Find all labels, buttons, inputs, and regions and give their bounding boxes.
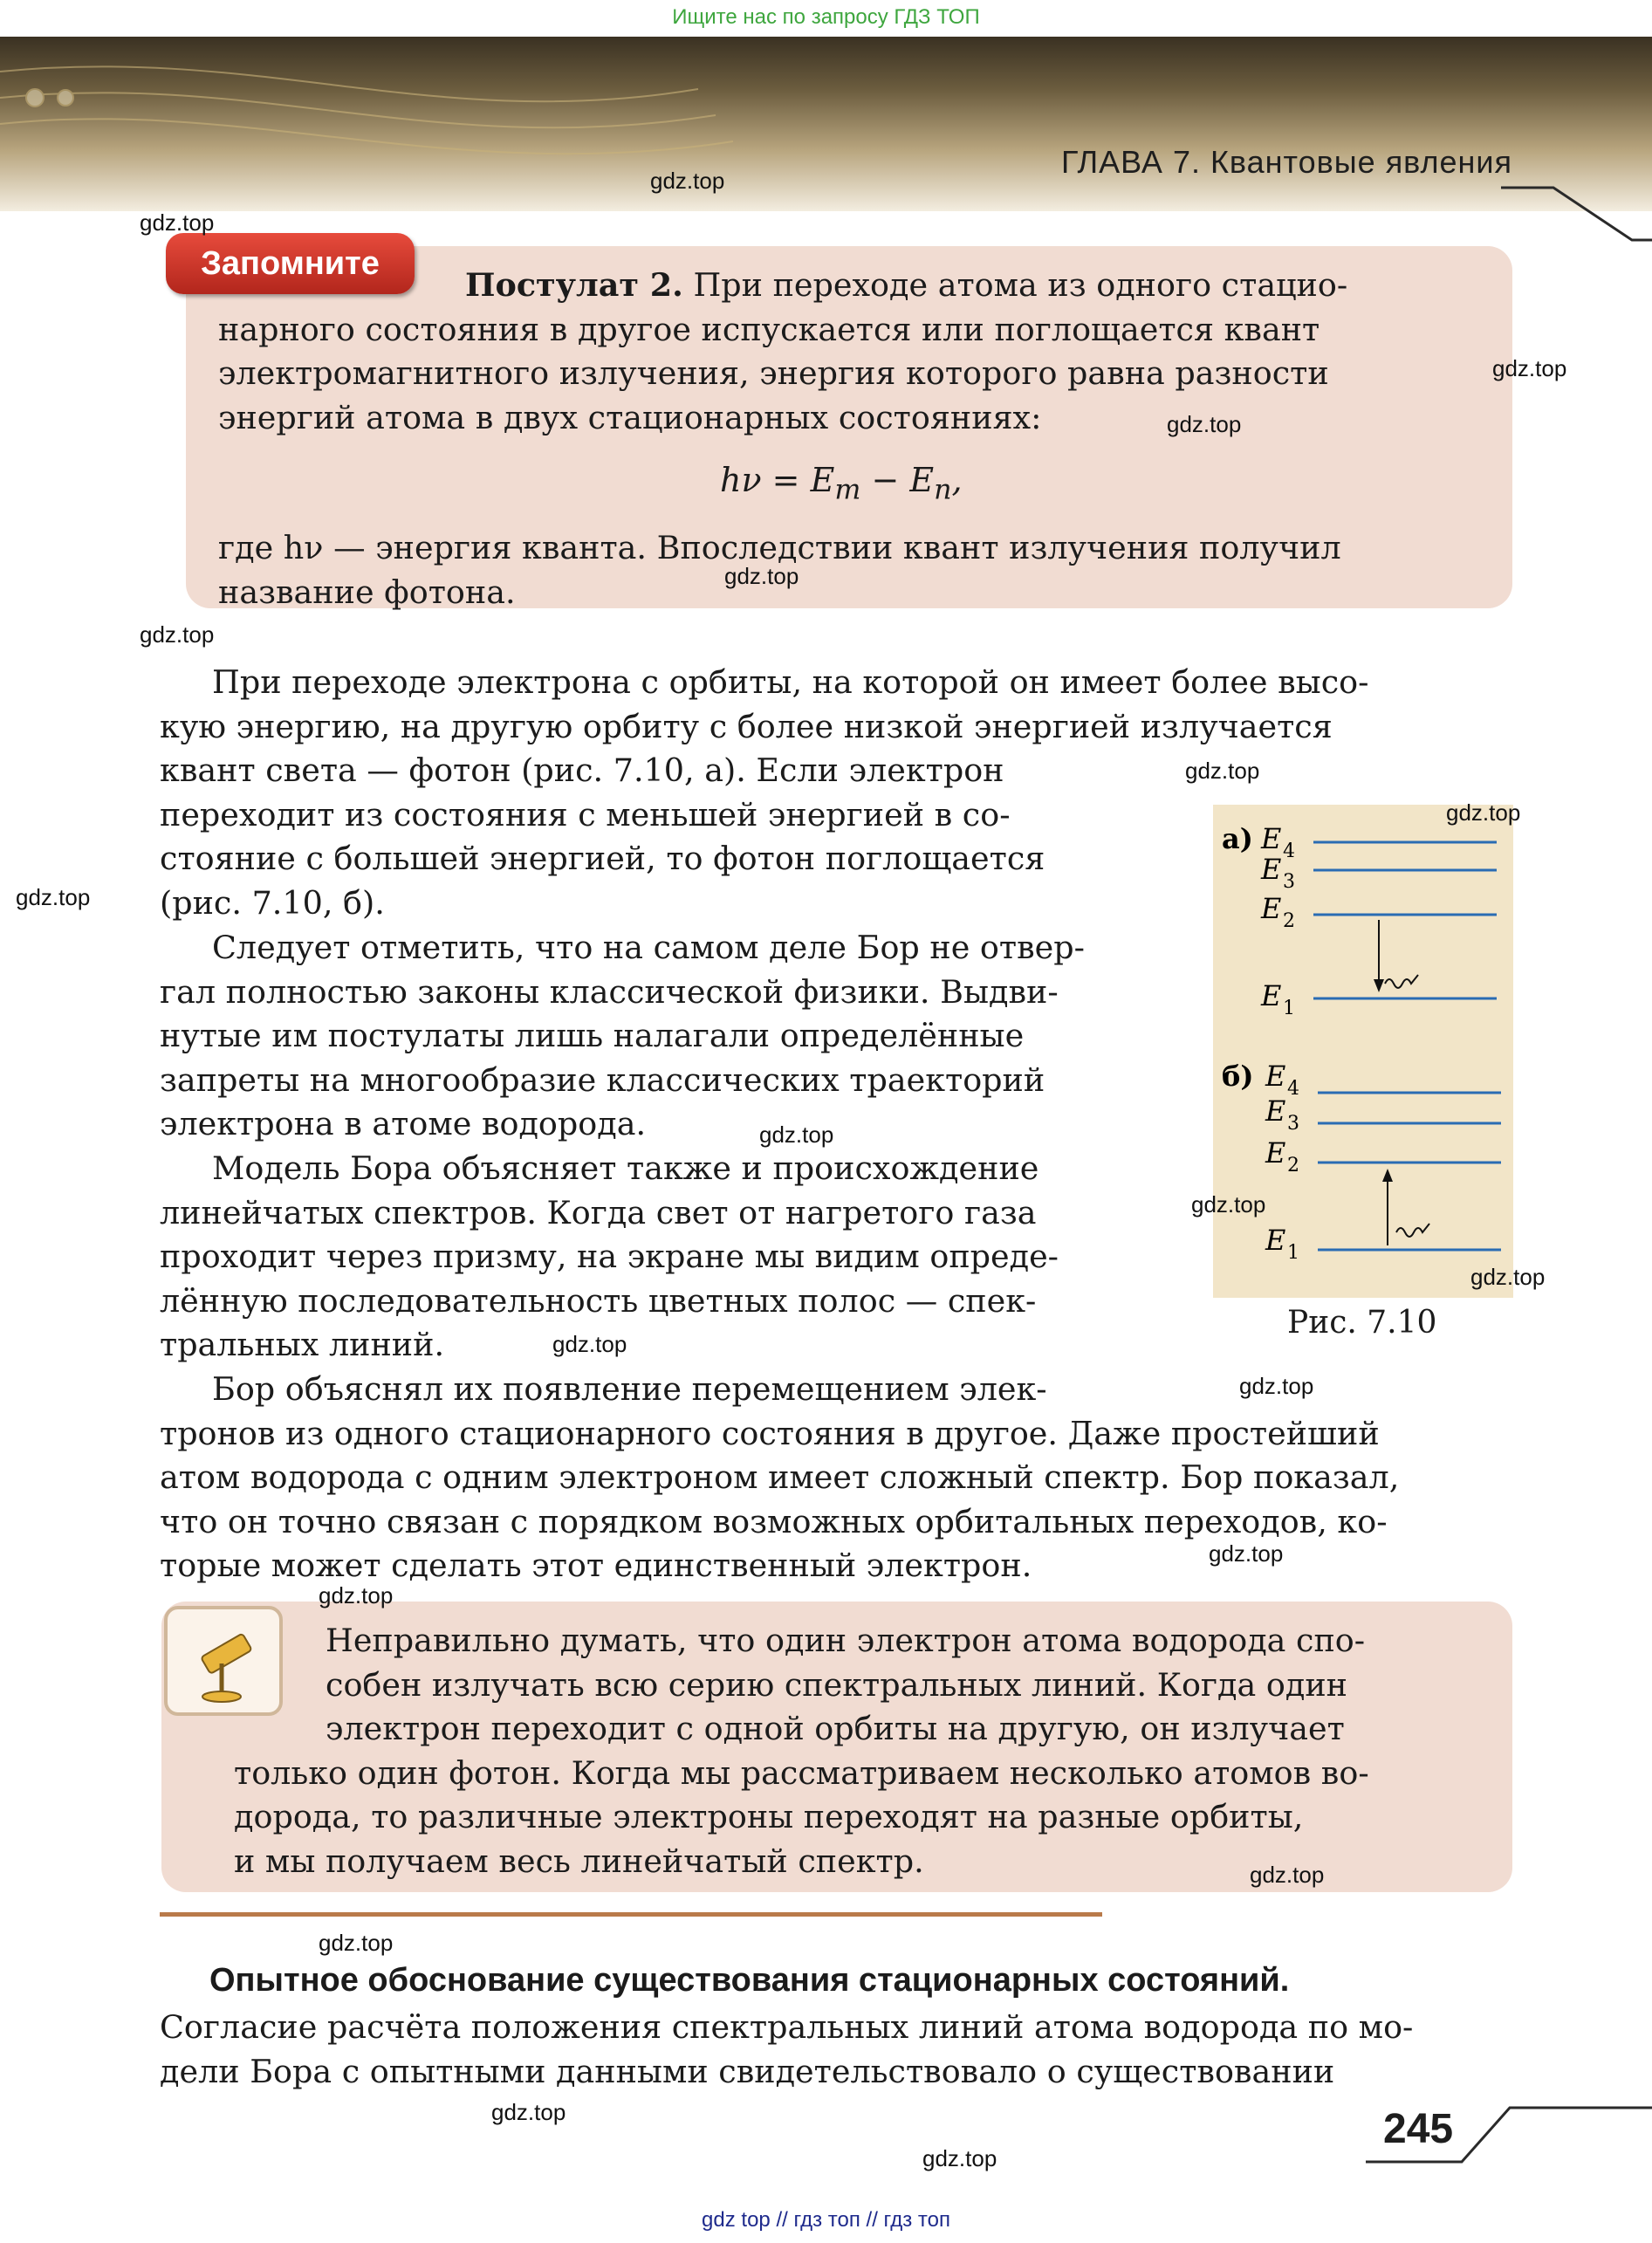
postulate-line-1: Постулат 2. При переходе атома из одного стацио- (465, 266, 1348, 304)
misconception-text: Неправильно думать, что один электрон атома водорода спо- собен излучать всю серию спектральных линий. Когда один электрон переходит с одной орбиты на другую, он излучает только один фотон. Когда мы рассматриваем несколько атомов во- дорода, то различные электроны переходят на разные орбиты, и мы получаем весь линейчатый спектр. (234, 1622, 1369, 1880)
panel-b-label: б) (1222, 1060, 1254, 1093)
level-a-e2-sub: 2 (1283, 910, 1295, 932)
watermark: gdz.top (1446, 799, 1521, 826)
panel-b-levels (1265, 1060, 1501, 1264)
body-paragraph-4: Бор объяснял их появление перемещением элек- тронов из одного стационарного состояния в другое. Даже простейший атом водорода с одним электроном имеет сложный спектр. Бор показал, что он точно связан с порядком возможных орбитальных переходов, ко- торые может сделать этот единственный электрон. (160, 1370, 1400, 1585)
level-b-e3: E (1265, 1094, 1286, 1128)
chapter-title: ГЛАВА 7. Квантовые явления (1061, 144, 1512, 180)
body-paragraph-2: Следует отметить, что на самом деле Бор не отвер- гал полностью законы классической физики. Выдви- нутые им постулаты лишь налагали определённые запреты на многообразие классических траекторий электрона в атоме водорода. (160, 929, 1085, 1143)
postulate-line-3: электромагнитного излучения, энергия которого равна разности (218, 354, 1329, 393)
level-a-e4: E (1261, 822, 1282, 855)
postulate-line-4: энергий атома в двух стационарных состояниях: (218, 398, 1042, 436)
level-b-e2: E (1265, 1136, 1286, 1170)
level-a-e1: E (1261, 979, 1282, 1012)
header-swirl-graphic (0, 37, 1652, 211)
watermark: gdz.top (552, 1331, 627, 1357)
watermark: gdz.top (1239, 1373, 1314, 1399)
final-paragraph: Согласие расчёта положения спектральных линий атома водорода по мо- дели Бора с опытными данными свидетельствовало о существовании (160, 2008, 1414, 2090)
watermark: gdz.top (1492, 355, 1567, 381)
postulate-block (218, 264, 1470, 440)
absorption-arrow-head (1382, 1169, 1393, 1182)
remember-badge: Запомните (166, 233, 415, 294)
watermark: gdz.top (1209, 1540, 1284, 1567)
section-heading: Опытное обоснование существования стационарных состояний. (209, 1962, 1290, 1999)
panel-a-levels (1260, 822, 1497, 1019)
top-banner[interactable]: Ищите нас по запросу ГДЗ ТОП (0, 0, 1652, 37)
level-b-e1-sub: 1 (1287, 1242, 1299, 1264)
watermark: gdz.top (140, 209, 215, 236)
watermark: gdz.top (1167, 411, 1242, 437)
energy-levels-diagram (1213, 805, 1513, 1298)
watermark: gdz.top (140, 621, 215, 648)
postulate-after (218, 526, 1470, 614)
figure-caption: Рис. 7.10 (1287, 1305, 1437, 1341)
watermark: gdz.top (724, 563, 799, 589)
level-b-e1: E (1265, 1224, 1286, 1257)
body-paragraph-3: Модель Бора объясняет также и происхождение линейчатых спектров. Когда свет от нагретого газа проходит через призму, на экране мы видим опреде- лённую последовательность цветных полос — спек- тральных линий. (160, 1149, 1059, 1364)
watermark: gdz.top (922, 2145, 997, 2171)
level-a-e3-sub: 3 (1283, 871, 1295, 893)
watermark: gdz.top (1185, 758, 1260, 784)
postulate-title: Постулат 2. (465, 266, 683, 304)
level-b-e4-sub: 4 (1287, 1078, 1299, 1100)
postulate-line-2: нарного состояния в другое испускается или поглощается квант (218, 310, 1320, 348)
watermark: gdz.top (319, 1930, 394, 1956)
photon-in-wave (1396, 1224, 1429, 1237)
emission-arrow-head (1374, 979, 1384, 992)
watermark: gdz.top (1250, 1862, 1325, 1888)
body-paragraph-1: При переходе электрона с орбиты, на которой он имеет более высо- кую энергию, на другую орбиту с более низкой энергией излучается квант света — фотон (рис. 7.10, а). Если электрон переходит из состояния с меньшей энергией в со- стояние с большей энергией, то фотон поглощается (рис. 7.10, б). (160, 663, 1369, 922)
level-b-e4: E (1265, 1060, 1286, 1093)
energy-formula: $h\nu = E_m - E_n$, (720, 461, 963, 506)
header-decoration (0, 37, 1652, 211)
watermark: gdz.top (319, 1582, 394, 1609)
watermark: gdz.top (1470, 1264, 1546, 1290)
watermark: gdz.top (650, 168, 725, 194)
level-a-e1-sub: 1 (1283, 998, 1295, 1019)
watermark: gdz.top (491, 2099, 566, 2125)
level-b-e2-sub: 2 (1287, 1155, 1299, 1176)
watermark: gdz.top (1191, 1191, 1266, 1218)
level-a-e2: E (1261, 892, 1282, 925)
level-a-e4-sub: 4 (1283, 840, 1295, 862)
level-b-e3-sub: 3 (1287, 1113, 1299, 1135)
watermark: gdz.top (759, 1122, 834, 1148)
figure-7-10 (1213, 805, 1513, 1298)
postulate-after-line-2: название фотона. (218, 573, 516, 611)
postulate-after-line-1: где hν — энергия кванта. Впоследствии квант излучения получил (218, 529, 1341, 566)
page-number: 245 (1383, 2106, 1454, 2152)
bottom-banner[interactable]: gdz top // гдз топ // гдз топ (702, 2208, 950, 2232)
watermark: gdz.top (16, 884, 91, 910)
photon-out-wave (1385, 975, 1418, 988)
level-a-e3: E (1261, 853, 1282, 886)
header-rule (1501, 183, 1652, 244)
section-divider (160, 1912, 1102, 1917)
panel-a-label: а) (1222, 822, 1253, 855)
